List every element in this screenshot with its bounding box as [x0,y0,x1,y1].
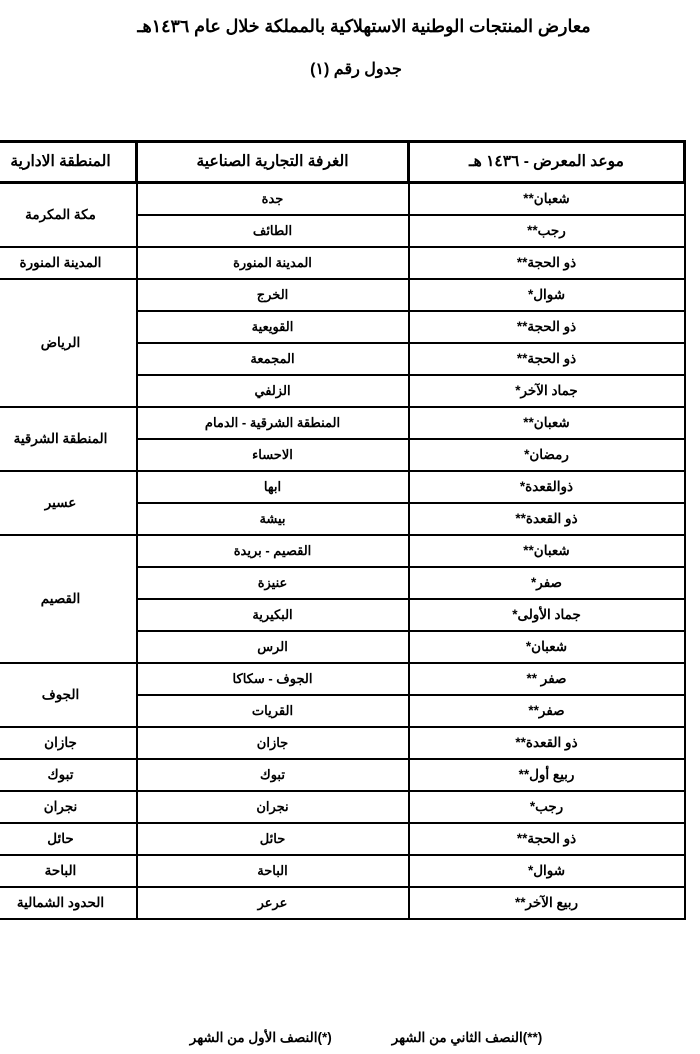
cell-admin-region: جازان [0,727,137,759]
exhibitions-table-wrap [0,140,686,920]
table-row [0,279,685,311]
cell-admin-region: المدينة المنورة [0,247,137,279]
cell-chamber-city: البكيرية [137,599,409,631]
cell-chamber-city: جازان [137,727,409,759]
cell-exhibition-date: صفر** [409,695,685,727]
cell-admin-region: نجران [0,791,137,823]
cell-exhibition-date: ذو القعدة** [409,503,685,535]
cell-exhibition-date: ذو الحجة** [409,343,685,375]
cell-exhibition-date: شعبان** [409,535,685,567]
cell-chamber-city: تبوك [137,759,409,791]
cell-chamber-city: القويعية [137,311,409,343]
cell-chamber-city: عنيزة [137,567,409,599]
table-row [0,855,685,887]
cell-chamber-city: المنطقة الشرقية - الدمام [137,407,409,439]
cell-exhibition-date: ذوالقعدة* [409,471,685,503]
cell-admin-region: القصيم [0,535,137,663]
table-row [0,535,685,567]
cell-chamber-city: ابها [137,471,409,503]
cell-admin-region: مكة المكرمة [0,183,137,248]
cell-chamber-city: الاحساء [137,439,409,471]
table-row [0,471,685,503]
footnote-first-half: (*)النصف الأول من الشهر [189,1030,332,1045]
cell-admin-region: الباحة [0,855,137,887]
cell-exhibition-date: شوال* [409,279,685,311]
cell-chamber-city: الخرج [137,279,409,311]
cell-exhibition-date: ربيع أول** [409,759,685,791]
cell-admin-region: الحدود الشمالية [0,887,137,919]
footnote-second-half: (**)النصف الثاني من الشهر [391,1030,543,1045]
cell-chamber-city: المجمعة [137,343,409,375]
table-header-row [0,142,685,183]
cell-admin-region: الرياض [0,279,137,407]
cell-chamber-city: جدة [137,183,409,216]
table-row [0,247,685,279]
cell-exhibition-date: جماد الآخر* [409,375,685,407]
table-row [0,791,685,823]
table-row [0,183,685,216]
column-header-admin: المنطقة الادارية [0,142,137,183]
cell-exhibition-date: شعبان* [409,631,685,663]
exhibitions-table [0,140,686,920]
cell-chamber-city: نجران [137,791,409,823]
table-row [0,407,685,439]
cell-admin-region: المنطقة الشرقية [0,407,137,471]
cell-chamber-city: المدينة المنورة [137,247,409,279]
page-title: معارض المنتجات الوطنية الاستهلاكية بالمملكة خلال عام ١٤٣٦هـ [137,16,591,36]
footnotes [16,1030,700,1046]
cell-admin-region: حائل [0,823,137,855]
cell-exhibition-date: ربيع الآخر** [409,887,685,919]
table-row [0,823,685,855]
table-row [0,759,685,791]
cell-exhibition-date: رجب** [409,215,685,247]
cell-exhibition-date: شعبان** [409,407,685,439]
cell-chamber-city: الزلفي [137,375,409,407]
cell-exhibition-date: شوال* [409,855,685,887]
cell-chamber-city: عرعر [137,887,409,919]
table-row [0,887,685,919]
cell-exhibition-date: ذو الحجة** [409,311,685,343]
cell-exhibition-date: رمضان* [409,439,685,471]
column-header-date: موعد المعرض - ١٤٣٦ هـ [409,142,685,183]
cell-chamber-city: الطائف [137,215,409,247]
table-row [0,663,685,695]
cell-exhibition-date: ذو القعدة** [409,727,685,759]
cell-admin-region: عسير [0,471,137,535]
cell-chamber-city: الرس [137,631,409,663]
cell-chamber-city: حائل [137,823,409,855]
cell-admin-region: الجوف [0,663,137,727]
column-header-city: الغرفة التجارية الصناعية [137,142,409,183]
cell-exhibition-date: رجب* [409,791,685,823]
cell-chamber-city: القصيم - بريدة [137,535,409,567]
table-row [0,727,685,759]
cell-chamber-city: الجوف - سكاكا [137,663,409,695]
cell-exhibition-date: جماد الأولى* [409,599,685,631]
cell-admin-region: تبوك [0,759,137,791]
cell-exhibition-date: صفر ** [409,663,685,695]
cell-chamber-city: بيشة [137,503,409,535]
cell-chamber-city: القريات [137,695,409,727]
cell-exhibition-date: ذو الحجة** [409,823,685,855]
cell-exhibition-date: ذو الحجة** [409,247,685,279]
page-subtitle: جدول رقم (١) [310,61,402,78]
cell-exhibition-date: صفر* [409,567,685,599]
cell-exhibition-date: شعبان** [409,183,685,216]
cell-chamber-city: الباحة [137,855,409,887]
table-body [0,183,685,920]
table-header [0,142,685,183]
